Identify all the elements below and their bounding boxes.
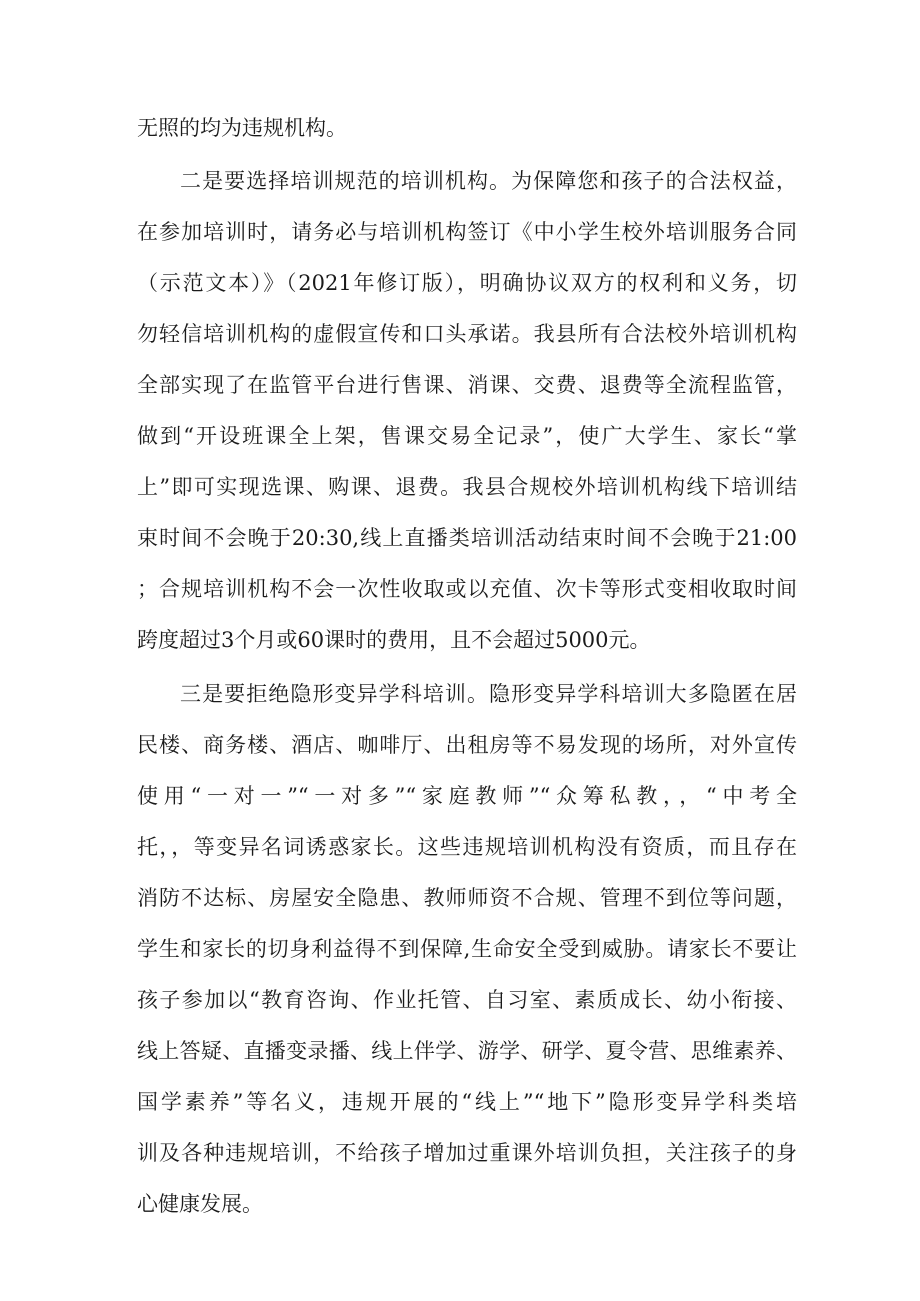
paragraph-2-line-7: 孩子参加以“教育咨询、作业托管、自习室、素质成长、幼小衔接、 [137, 988, 797, 1012]
paragraph-1-line-4: 勿轻信培训机构的虚假宣传和口头承诺。我县所有合法校外培训机构 [137, 322, 797, 346]
paragraph-2-line-3: 使用“一对一”“一对多”“家庭教师”“众筹私教，，“中考全 [137, 784, 797, 808]
paragraph-2-line-8: 线上答疑、直播变录播、线上伴学、游学、研学、夏令营、思维素养、 [137, 1039, 797, 1063]
paragraph-1-line-9: ；合规培训机构不会一次性收取或以充值、次卡等形式变相收取时间 [137, 577, 797, 601]
paragraph-1-line-10: 跨度超过3个月或60课时的费用，且不会超过5000元。 [137, 628, 651, 652]
paragraph-2-line-11: 心健康发展。 [137, 1192, 263, 1216]
paragraph-2-line-6: 学生和家长的切身利益得不到保障,生命安全受到威胁。请家长不要让 [137, 937, 797, 961]
paragraph-1-line-7: 上”即可实现选课、购课、退费。我县合规校外培训机构线下培训结 [137, 475, 797, 499]
paragraph-2-line-2: 民楼、商务楼、酒店、咖啡厅、出租房等不易发现的场所，对外宣传 [137, 733, 797, 757]
paragraph-2-line-5: 消防不达标、房屋安全隐患、教师师资不合规、管理不到位等问题， [137, 886, 797, 910]
paragraph-0-line-1: 无照的均为违规机构。 [137, 116, 347, 140]
paragraph-1-line-6: 做到“开设班课全上架，售课交易全记录”，使广大学生、家长“掌 [137, 424, 797, 448]
paragraph-1-line-5: 全部实现了在监管平台进行售课、消课、交费、退费等全流程监管， [137, 373, 797, 397]
paragraph-1-line-1: 二是要选择培训规范的培训机构。为保障您和孩子的合法权益， [180, 169, 797, 193]
paragraph-2-line-9: 国学素养”等名义，违规开展的“线上”“地下”隐形变异学科类培 [137, 1090, 797, 1114]
paragraph-2-line-1: 三是要拒绝隐形变异学科培训。隐形变异学科培训大多隐匿在居 [180, 682, 797, 706]
paragraph-1-line-2: 在参加培训时，请务必与培训机构签订《中小学生校外培训服务合同 [137, 220, 797, 244]
paragraph-1-line-3: （示范文本）》（2021年修订版），明确协议双方的权利和义务，切 [137, 271, 797, 295]
paragraph-2-line-10: 训及各种违规培训，不给孩子增加过重课外培训负担，关注孩子的身 [137, 1141, 797, 1165]
paragraph-1-line-8: 束时间不会晚于20:30,线上直播类培训活动结束时间不会晚于21:00 [137, 526, 797, 550]
paragraph-2-line-4: 托，，等变异名词诱惑家长。这些违规培训机构没有资质，而且存在 [137, 835, 797, 859]
